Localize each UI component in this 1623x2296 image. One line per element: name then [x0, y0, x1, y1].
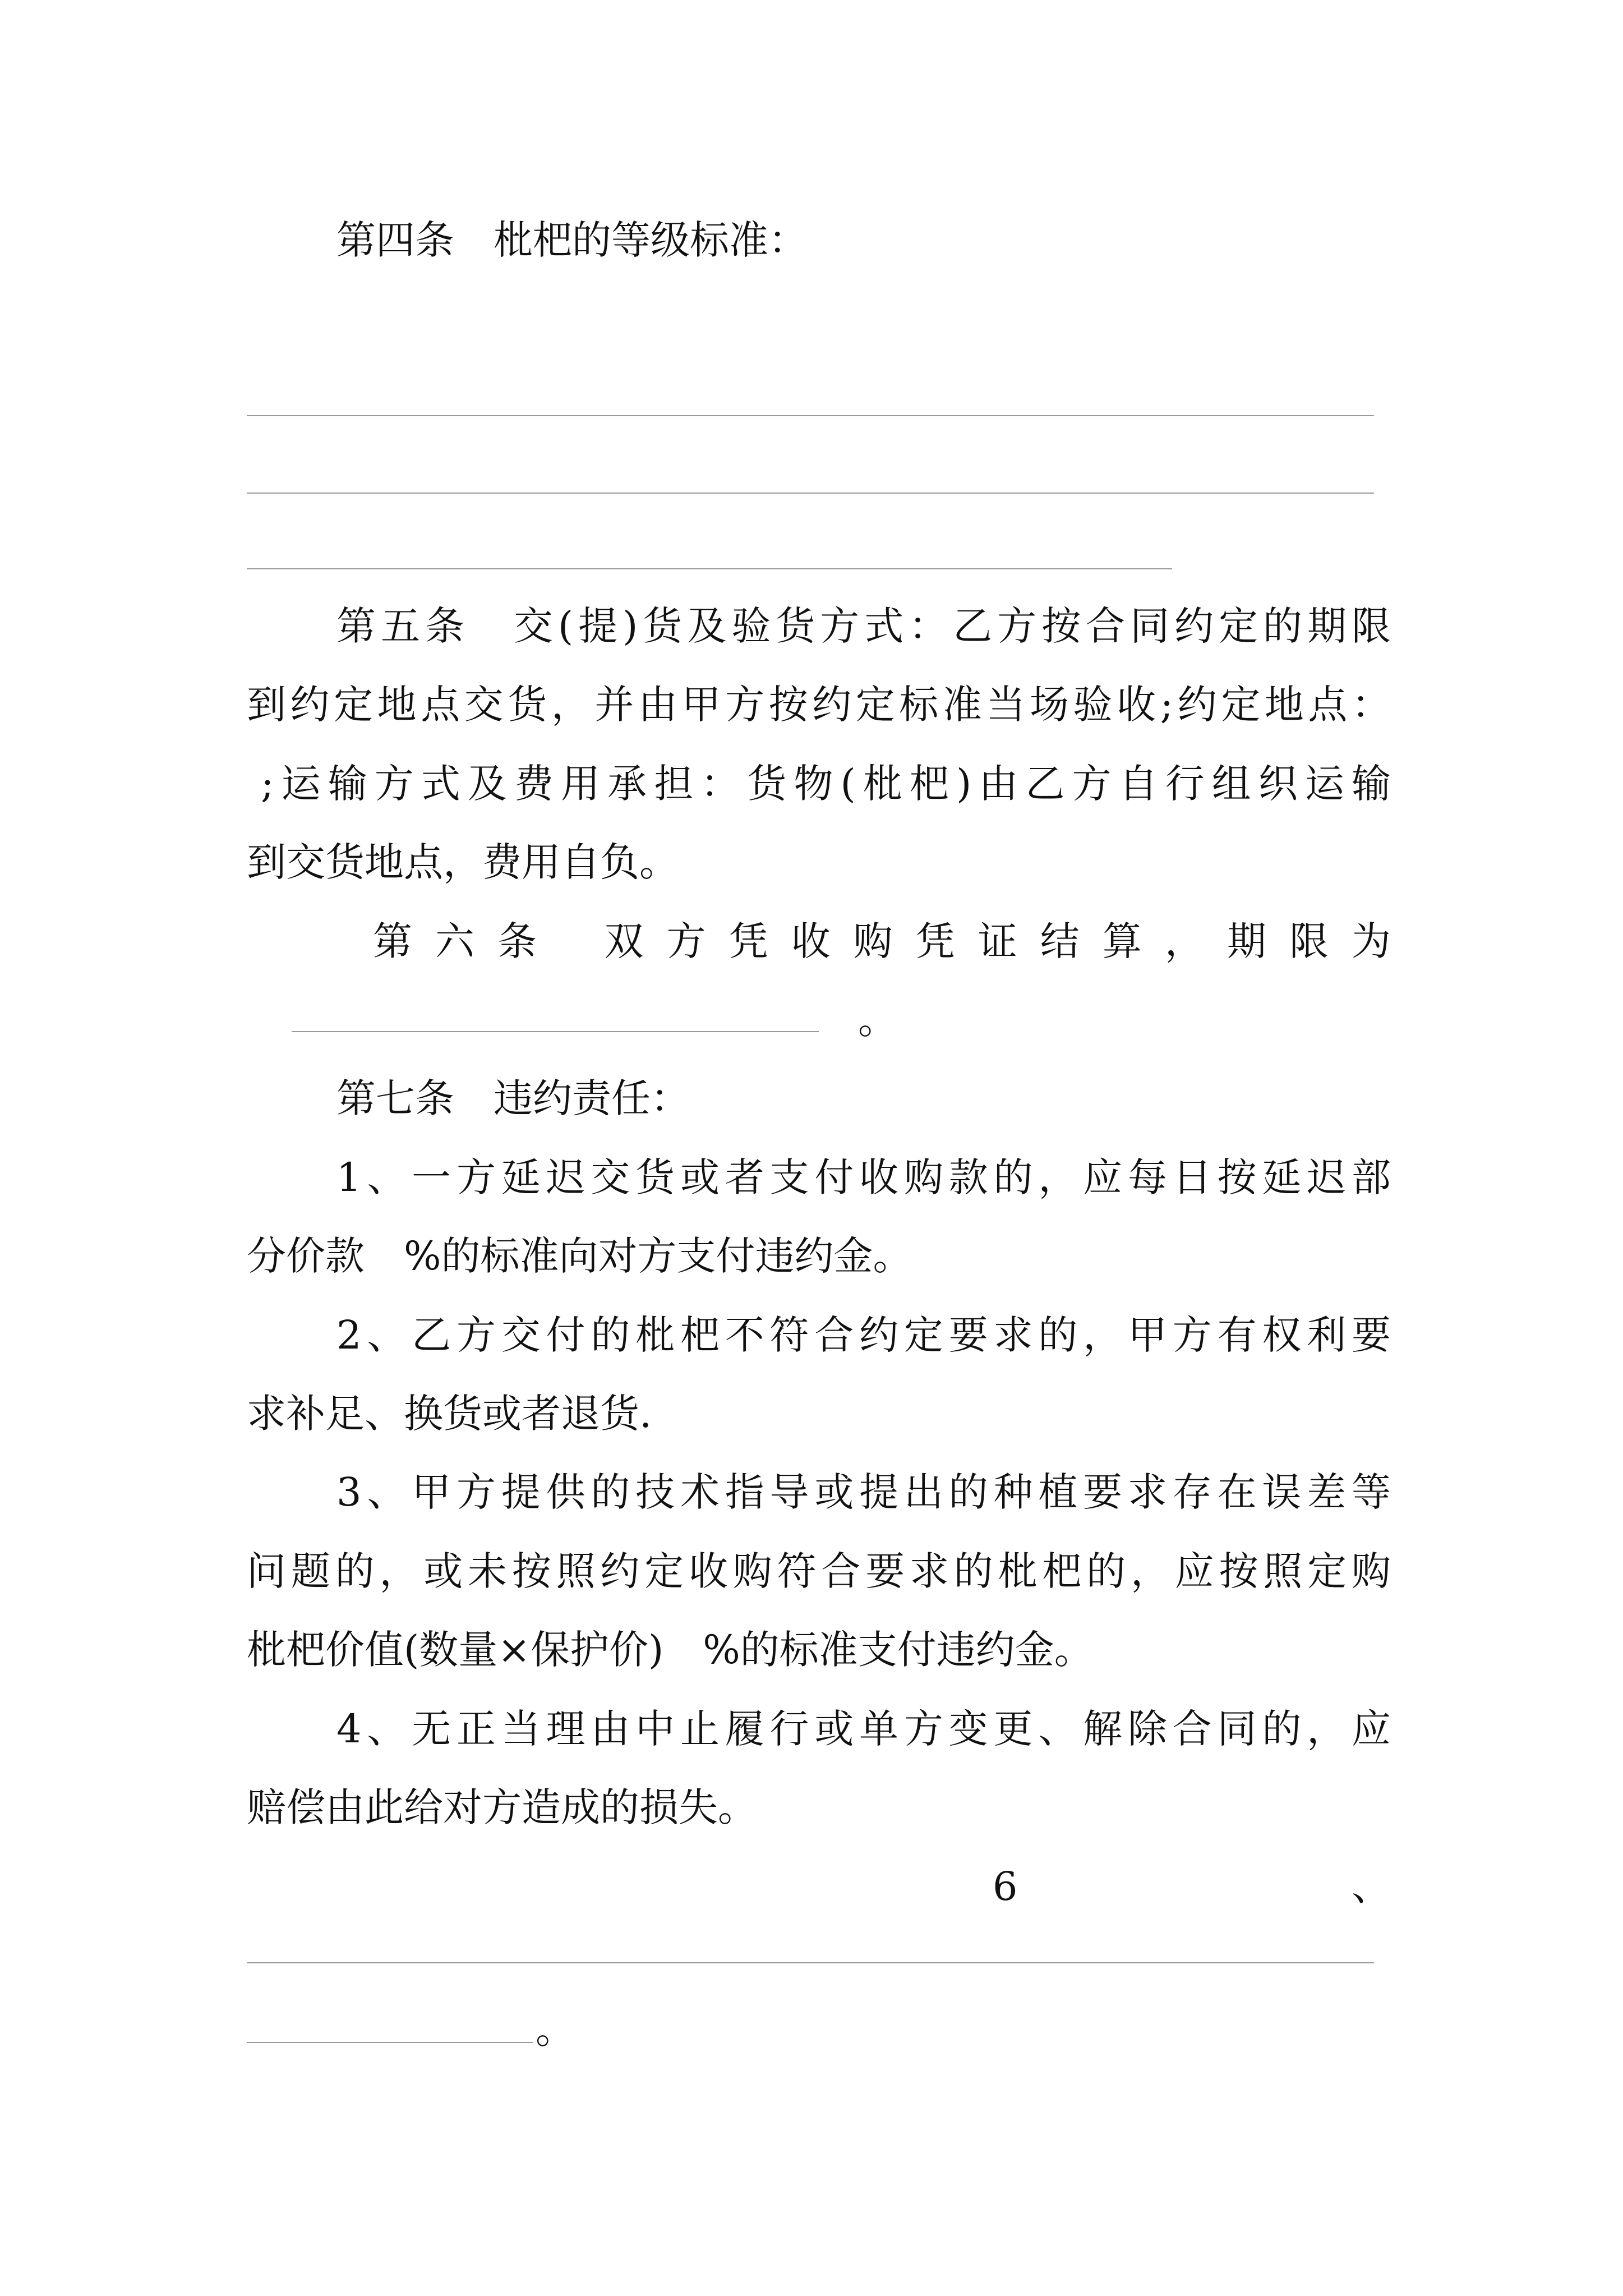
article-4-heading: 第四条 枇杷的等级标准： — [336, 217, 808, 263]
article-7-item-3-line-1: 3、甲方提供的技术指导或提出的种植要求存在误差等 — [336, 1469, 1391, 1515]
article-5-line-2: 到约定地点交货，并由甲方按约定标准当场验收;约定地点： — [247, 682, 1391, 728]
item-5-blank-line-2 — [247, 2042, 533, 2043]
article-5-line-1: 第五条 交(提)货及验货方式：乙方按合同约定的期限 — [336, 603, 1391, 649]
article-7-heading: 第七条 违约责任： — [336, 1075, 690, 1121]
article-7-item-1-line-1: 1、一方延迟交货或者支付收购款的，应每日按延迟部 — [336, 1154, 1391, 1200]
article-7-item-2-line-2: 求补足、换货或者退货. — [247, 1391, 652, 1437]
article-5-line-3: ;运输方式及费用承担：货物(枇杷)由乙方自行组织运输 — [261, 761, 1391, 807]
article-7-item-3-line-3: 枇杷价值(数量×保护价) %的标准支付违约金。 — [247, 1627, 1094, 1673]
article-7-item-4-line-2: 赔偿由此给对方造成的损失。 — [247, 1784, 757, 1830]
item-5-blank-line-1 — [247, 1962, 1374, 1963]
article-7-item-2-line-1: 2、乙方交付的枇杷不符合约定要求的，甲方有权利要 — [336, 1312, 1391, 1358]
blank-line-3 — [247, 568, 1172, 569]
article-5-line-4: 到交货地点，费用自负。 — [247, 839, 679, 885]
article-6-line-2-end: 。 — [858, 997, 897, 1043]
article-7-item-3-line-2: 问题的，或未按照约定收购符合要求的枇杷的，应按照定购 — [247, 1548, 1391, 1594]
blank-line-2 — [247, 493, 1374, 494]
blank-line-1 — [247, 415, 1374, 416]
article-7-item-1-line-2: 分价款 %的标准向对方支付违约金。 — [247, 1233, 912, 1279]
article-6-line-1: 第 六 条 双 方 凭 收 购 凭 证 结 算 ， 期 限 为 — [373, 918, 1391, 964]
article-6-blank — [292, 1031, 819, 1032]
article-7-item-5-number: 6 — [993, 1864, 1018, 1910]
article-7-item-4-line-1: 4、无正当理由中止履行或单方变更、解除合同的，应 — [336, 1706, 1391, 1752]
article-7-item-5-end: 。 — [536, 2007, 575, 2053]
article-7-item-5-mark: 、 — [1352, 1864, 1391, 1910]
